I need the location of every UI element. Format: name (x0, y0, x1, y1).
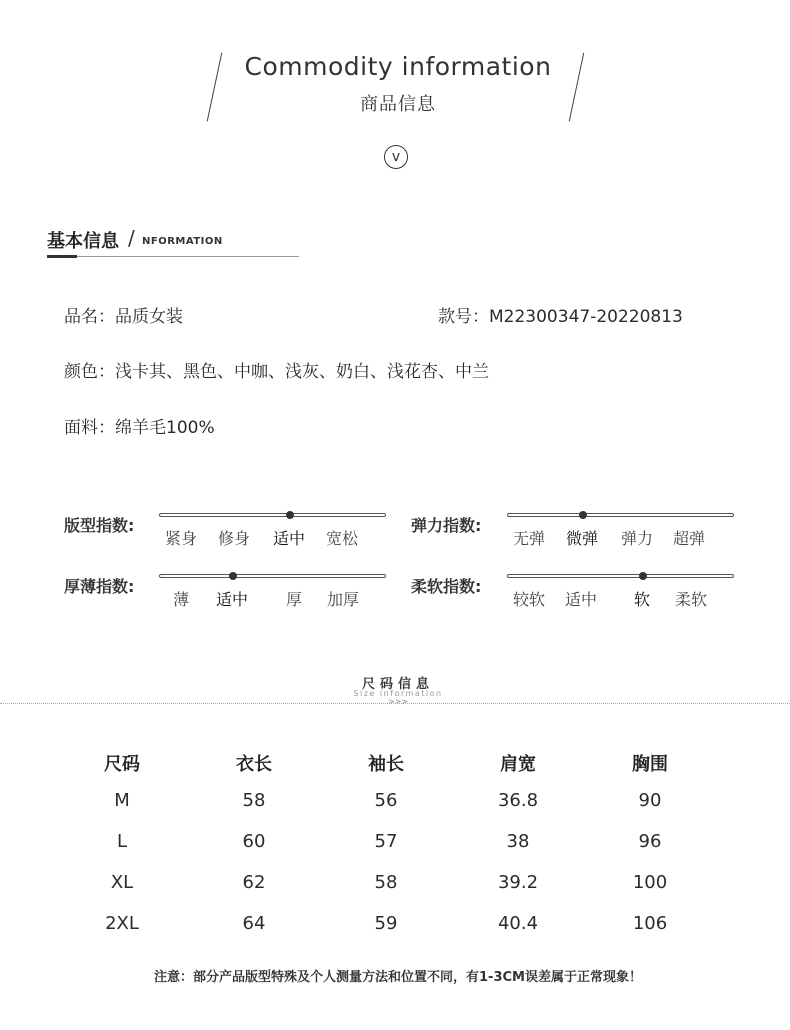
table-cell: 62 (242, 872, 266, 893)
index-option: 超弹 (673, 529, 706, 548)
size-title-en: Size information (353, 689, 443, 698)
index-option: 适中 (273, 529, 306, 548)
basic-info-underline (47, 256, 299, 257)
index-option: 微弹 (566, 529, 599, 548)
product-fabric: 面料：绵羊毛100% (64, 418, 215, 438)
index-option: 厚 (286, 590, 303, 609)
product-name: 品名：品质女装 (64, 307, 183, 327)
table-cell: 58 (242, 790, 266, 811)
product-colors: 颜色：浅卡其、黑色、中咖、浅灰、奶白、浅花杏、中兰 (64, 362, 489, 382)
table-cell: 36.8 (497, 790, 539, 811)
table-header-cell: 胸围 (632, 754, 668, 775)
table-cell: 58 (374, 872, 398, 893)
table-cell: 38 (506, 831, 530, 852)
index-slider-track (159, 513, 386, 517)
index-option: 修身 (218, 529, 251, 548)
index-label: 厚薄指数: (64, 577, 135, 596)
index-label: 柔软指数: (411, 577, 482, 596)
table-header-cell: 衣长 (236, 754, 272, 775)
index-slider-track (507, 574, 734, 578)
index-option: 较软 (513, 590, 546, 609)
index-option: 紧身 (165, 529, 198, 548)
table-cell: L (116, 831, 128, 852)
table-cell: 59 (374, 913, 398, 934)
index-slider-marker (286, 511, 294, 519)
table-cell: 39.2 (497, 872, 539, 893)
table-cell: XL (110, 872, 134, 893)
size-divider (0, 703, 790, 704)
index-option: 柔软 (675, 590, 708, 609)
index-slider-marker (229, 572, 237, 580)
basic-info-title: 基本信息 (47, 231, 119, 252)
table-cell: M (114, 790, 130, 811)
table-cell: 90 (638, 790, 662, 811)
basic-info-title-en: NFORMATION (142, 236, 223, 247)
table-cell: 56 (374, 790, 398, 811)
table-cell: 106 (632, 913, 668, 934)
table-cell: 60 (242, 831, 266, 852)
index-slider-marker (639, 572, 647, 580)
basic-info-slash: / (128, 226, 135, 250)
index-option: 薄 (173, 590, 190, 609)
index-option: 软 (634, 590, 651, 609)
table-header-cell: 肩宽 (500, 754, 536, 775)
table-cell: 2XL (105, 913, 139, 934)
header-title-cn: 商品信息 (360, 94, 436, 115)
index-option: 弹力 (621, 529, 654, 548)
product-code: 款号：M22300347-20220813 (438, 307, 683, 327)
basic-info-underline-accent (47, 255, 77, 258)
size-arrows: >>> (387, 697, 409, 706)
table-cell: 96 (638, 831, 662, 852)
index-slider-marker (579, 511, 587, 519)
table-cell: 100 (632, 872, 668, 893)
index-option: 适中 (565, 590, 598, 609)
index-option: 无弹 (513, 529, 546, 548)
table-cell: 57 (374, 831, 398, 852)
index-option: 宽松 (326, 529, 359, 548)
size-note: 注意：部分产品版型特殊及个人测量方法和位置不同，有1-3CM误差属于正常现象！ (154, 970, 642, 985)
index-label: 版型指数: (64, 516, 135, 535)
size-title: 尺码信息 (361, 677, 434, 692)
index-slider-track (159, 574, 386, 578)
table-header-cell: 袖长 (368, 754, 404, 775)
table-cell: 40.4 (497, 913, 539, 934)
index-slider-track (507, 513, 734, 517)
chevron-down-icon: v (384, 145, 408, 169)
header-title-en: Commodity information (244, 52, 552, 81)
table-cell: 64 (242, 913, 266, 934)
table-header-cell: 尺码 (104, 754, 140, 775)
index-option: 适中 (216, 590, 249, 609)
index-option: 加厚 (327, 590, 360, 609)
index-label: 弹力指数: (411, 516, 482, 535)
